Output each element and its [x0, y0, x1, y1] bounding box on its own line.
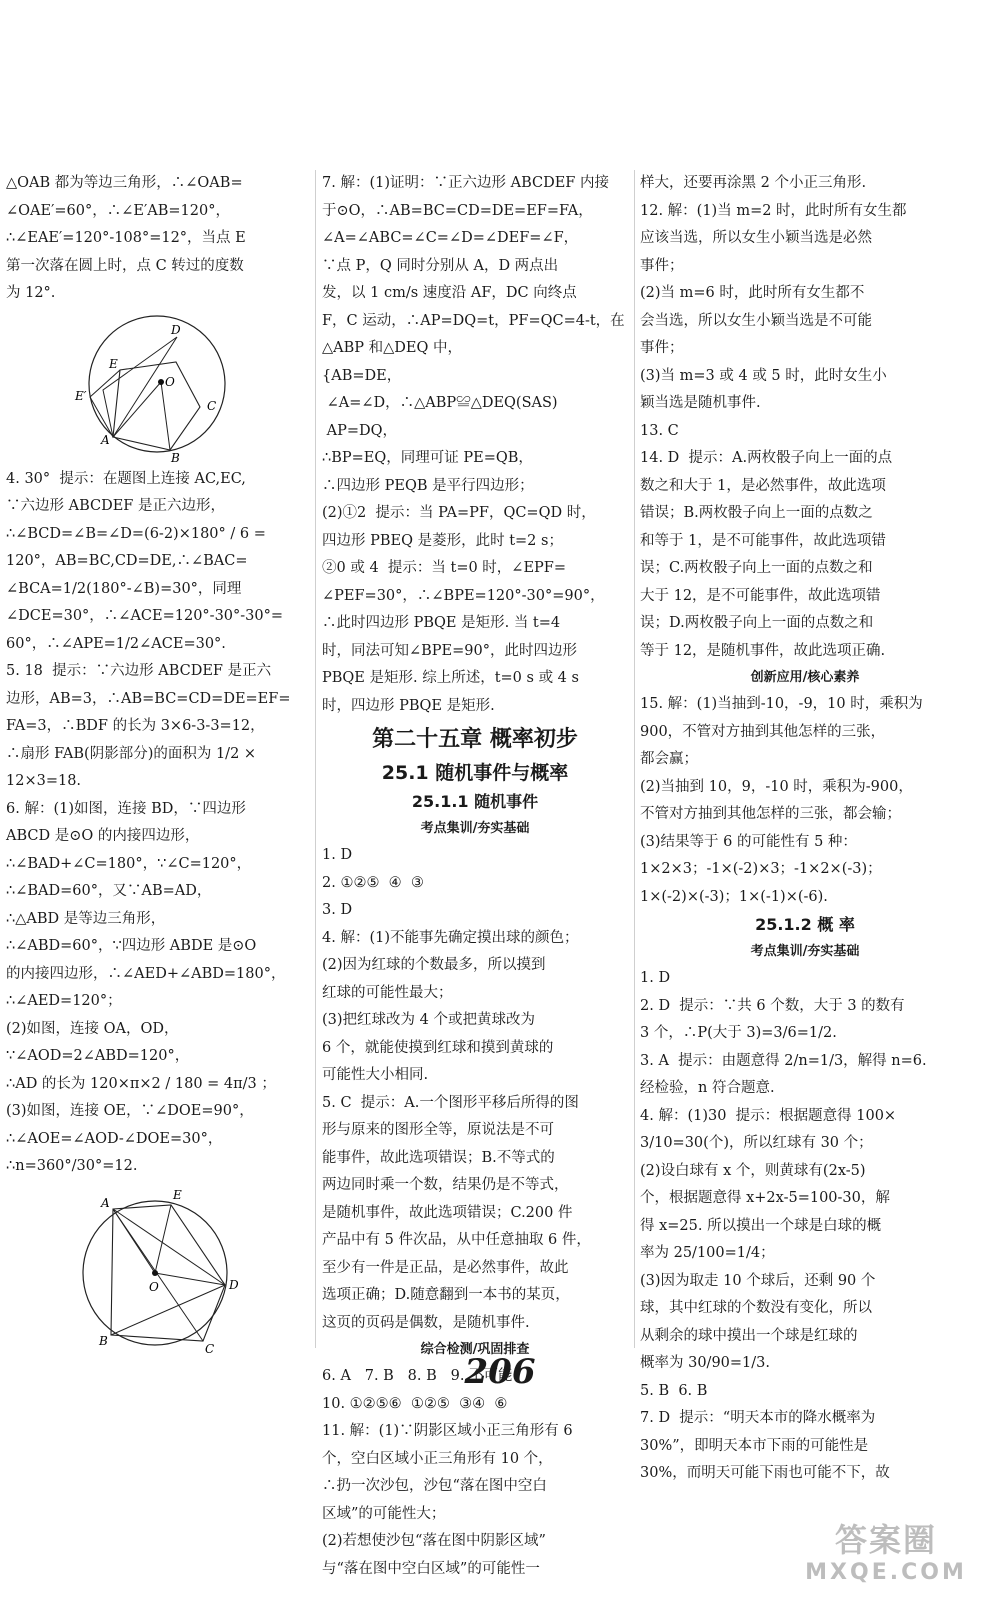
text-line: 可能性大小相同.: [322, 1067, 429, 1083]
text-line: 会当选，所以女生小颖当选是不可能: [640, 312, 872, 329]
text-line: ∴BP=EQ，同理可证 PE=QB，: [322, 450, 533, 466]
answer-block: [6, 170, 310, 308]
text-line: 4. 30° 提示：在题图上连接 AC,EC,: [6, 470, 246, 487]
text-line: ∠A=∠ABC=∠C=∠D=∠DEF=∠F，: [322, 230, 579, 246]
text-line: ∴扇形 FAB(阴影部分)的面积为 1/2 ×: [6, 745, 257, 762]
text-line: 3. A 提示：由题意得 2/n=1/3，解得 n=6.: [640, 1052, 927, 1069]
text-line: ∠A=∠D，∴△ABP≌△DEQ(SAS): [322, 395, 558, 411]
text-line: 误；D.两枚骰子向上一面的点数之和: [640, 615, 874, 631]
text-line: 颖当选是随机事件.: [640, 395, 761, 411]
text-line: 误；C.两枚骰子向上一面的点数之和: [640, 560, 873, 576]
text-line: 红球的可能性最大；: [322, 984, 453, 1001]
band-title-2: 考点集训/夯实基础: [750, 944, 860, 959]
text-line: 个，空白区域小正三角形有 10 个，: [322, 1450, 553, 1467]
fig1-label-C: C: [207, 398, 217, 413]
text-line: 形与原来的图形全等，原说法是不可: [322, 1122, 554, 1138]
text-line: 1. D: [322, 847, 353, 863]
text-line: ∴∠ABD=60°，∵四边形 ABDE 是⊙O: [6, 938, 257, 954]
fig1-label-O: O: [165, 374, 175, 389]
subsection-title: 25.1.2 概 率: [755, 915, 855, 934]
text-line: 120°，AB=BC,CD=DE,∴∠BAC=: [6, 553, 248, 569]
text-line: (2)设白球有 x 个，则黄球有(2x-5): [640, 1162, 866, 1179]
text-line: 5. B 6. B: [640, 1382, 708, 1399]
text-line: 时，同法可知∠BPE=90°，此时四边形: [322, 642, 577, 659]
fig2-label-E: E: [173, 1187, 182, 1202]
answer-block: [640, 965, 970, 1488]
text-line: ∴∠BAD+∠C=180°，∵∠C=120°，: [6, 855, 252, 872]
text-line: 的内接四边形，∴∠AED+∠ABD=180°，: [6, 965, 286, 982]
text-line: 6 个，就能使摸到红球和摸到黄球的: [322, 1039, 554, 1056]
answer-block: [640, 170, 970, 665]
text-line: 产品中有 5 件次品，从中任意抽取 6 件，: [322, 1232, 591, 1248]
text-line: 时，四边形 PBQE 是矩形.: [322, 697, 495, 714]
text-line: ∴∠BCD=∠B=∠D=(6-2)×180° / 6 =: [6, 525, 266, 542]
text-line: 3. D: [322, 902, 353, 918]
text-line: 经检验，n 符合题意.: [640, 1080, 775, 1096]
text-line: ∵∠AOD=2∠ABD=120°，: [6, 1048, 190, 1064]
text-line: 4. 解：(1)不能事先确定摸出球的颜色；: [322, 929, 579, 946]
answer-block: [640, 691, 970, 911]
text-line: ∵六边形 ABCDEF 是正六边形，: [6, 498, 225, 514]
text-line: 从剩余的球中摸出一个球是红球的: [640, 1327, 858, 1344]
text-line: (3)如图，连接 OE，∵∠DOE=90°，: [6, 1103, 254, 1119]
column-1: [6, 170, 310, 1359]
text-line: 30%，而明天可能下雨也可能不下，故: [640, 1465, 890, 1481]
watermark-url: MXQE.COM: [805, 1560, 967, 1585]
text-line: ∴△ABD 是等边三角形，: [6, 910, 166, 927]
text-line: 率为 25/100=1/4；: [640, 1245, 775, 1261]
fig2-label-C: C: [205, 1341, 215, 1355]
text-line: 区域”的可能性大；: [322, 1505, 446, 1522]
text-line: ②0 或 4 提示：当 t=0 时，∠EPF=: [322, 560, 567, 576]
text-line: ∴n=360°/30°=12.: [6, 1158, 138, 1174]
fig1-label-B: B: [171, 450, 180, 462]
text-line: 于⊙O，∴AB=BC=CD=DE=EF=FA，: [322, 202, 593, 219]
text-line: 这页的页码是偶数，是随机事件.: [322, 1314, 530, 1331]
text-line: 4. 解：(1)30 提示：根据题意得 100×: [640, 1107, 897, 1124]
text-line: ∴∠AED=120°；: [6, 993, 122, 1009]
text-line: 3/10=30(个)，所以红球有 30 个；: [640, 1135, 873, 1151]
text-line: 边形，AB=3，∴AB=BC=CD=DE=EF=: [6, 690, 291, 707]
text-line: ∴扔一次沙包，沙包“落在图中空白: [322, 1478, 547, 1494]
text-line: (3)结果等于 6 的可能性有 5 种：: [640, 833, 857, 850]
text-line: (3)当 m=3 或 4 或 5 时，此时女生小: [640, 367, 887, 384]
text-line: 个，根据题意得 x+2x-5=100-30，解: [640, 1190, 890, 1206]
text-line: 1×(-2)×(-3)；1×(-1)×(-6).: [640, 888, 828, 905]
text-line: ∴此时四边形 PBQE 是矩形. 当 t=4: [322, 615, 561, 631]
text-line: 5. 18 提示：∵六边形 ABCDEF 是正六: [6, 663, 272, 679]
fig1-label-D: D: [171, 322, 181, 337]
text-line: 5. C 提示：A.一个图形平移后所得的图: [322, 1094, 579, 1111]
text-line: (2)当 m=6 时，此时所有女生都不: [640, 285, 865, 301]
chapter-title: 第二十五章 概率初步: [372, 727, 578, 752]
fig2-label-D: D: [229, 1277, 239, 1292]
answer-block: [322, 1363, 628, 1583]
fig1-label-E: E: [109, 356, 118, 371]
text-line: 7. D 提示：“明天本市的降水概率为: [640, 1410, 876, 1426]
text-line: 等于 12，是随机事件，故此选项正确.: [640, 642, 886, 659]
text-line: (2)因为红球的个数最多，所以摸到: [322, 957, 546, 973]
text-line: F，C 运动，∴AP=DQ=t，PF=QC=4-t，在: [322, 312, 625, 329]
fig1-label-E-prime: E′: [75, 388, 87, 403]
fig2-label-B: B: [99, 1333, 108, 1348]
text-line: 6. 解：(1)如图，连接 BD，∵四边形: [6, 800, 246, 817]
text-line: △OAB 都为等边三角形，∴∠OAB=: [6, 175, 243, 191]
text-line: (2)①2 提示：当 PA=PF，QC=QD 时，: [322, 505, 596, 521]
text-line: (3)因为取走 10 个球后，还剩 90 个: [640, 1272, 876, 1289]
column-3: [640, 170, 970, 1488]
text-line: ∴∠AOE=∠AOD-∠DOE=30°，: [6, 1130, 223, 1147]
text-line: 10. ①②⑤⑥ ①②⑤ ③④ ⑥: [322, 1395, 508, 1412]
text-line: 两边同时乘一个数，结果仍是不等式，: [322, 1177, 569, 1193]
text-line: ∴∠EAE′=120°-108°=12°，当点 E: [6, 230, 246, 246]
text-line: 错误；B.两枚骰子向上一面的点数之: [640, 505, 873, 521]
answer-block: [322, 170, 628, 720]
text-line: ∴∠BAD=60°，又∵AB=AD，: [6, 883, 212, 899]
text-line: FA=3，∴BDF 的长为 3×6-3-3=12，: [6, 718, 265, 734]
text-line: 7. 解：(1)证明：∵正六边形 ABCDEF 内接: [322, 175, 609, 191]
text-line: 13. C: [640, 422, 679, 439]
text-line: ∠PEF=30°，∴∠BPE=120°-30°=90°，: [322, 587, 605, 604]
text-line: 四边形 PBEQ 是菱形，此时 t=2 s；: [322, 532, 563, 549]
text-line: 为 12°.: [6, 285, 56, 301]
text-line: 事件；: [640, 257, 684, 274]
text-line: 6. A 7. B 8. B 9. 不可能: [322, 1368, 513, 1384]
text-line: ∠BCA=1/2(180°-∠B)=30°，同理: [6, 580, 242, 597]
page-number: 206: [464, 1352, 536, 1392]
text-line: 14. D 提示：A.两枚骰子向上一面的点: [640, 450, 893, 466]
text-line: 和等于 1，是不可能事件，故此选项错: [640, 532, 886, 549]
answer-block: [322, 842, 628, 1337]
text-line: 发，以 1 cm/s 速度沿 AF，DC 向终点: [322, 285, 577, 301]
watermark-logo: [786, 1520, 986, 1592]
watermark-text: 答案圈: [834, 1521, 937, 1559]
text-line: 1×2×3；-1×(-2)×3；-1×2×(-3)；: [640, 861, 882, 877]
text-line: 2. D 提示：∵共 6 个数，大于 3 的数有: [640, 997, 905, 1014]
text-line: 都会赢；: [640, 751, 698, 767]
text-line: {AB=DE，: [322, 367, 402, 384]
text-line: (2)若想使沙包“落在图中阴影区域”: [322, 1533, 546, 1549]
inscribed-polygon-figure: [73, 1185, 243, 1355]
text-line: ∠OAE′=60°，∴∠E′AB=120°，: [6, 202, 230, 219]
text-line: 样大，还要再涂黑 2 个小正三角形.: [640, 175, 867, 191]
text-line: 3 个，∴P(大于 3)=3/6=1/2.: [640, 1025, 837, 1041]
text-line: 第一次落在圆上时，点 C 转过的度数: [6, 257, 244, 274]
subsection-title: 25.1.1 随机事件: [411, 792, 539, 811]
text-line: 事件；: [640, 340, 684, 356]
text-line: ∵点 P，Q 同时分别从 A，D 两点出: [322, 257, 559, 274]
text-line: (2)如图，连接 OA，OD，: [6, 1020, 179, 1037]
text-line: 能事件，故此选项错误；B.不等式的: [322, 1149, 555, 1166]
text-line: 11. 解：(1)∵阴影区域小正三角形有 6: [322, 1423, 573, 1439]
answer-block: [6, 466, 310, 1181]
text-line: 至少有一件是正品，是必然事件，故此: [322, 1259, 569, 1276]
fig1-label-A: A: [101, 432, 110, 447]
text-line: 球，其中红球的个数没有变化，所以: [640, 1300, 872, 1316]
column-divider-2: [634, 170, 635, 1348]
text-line: AP=DQ，: [322, 422, 397, 439]
text-line: △ABP 和△DEQ 中，: [322, 340, 463, 356]
text-line: 12×3=18.: [6, 773, 82, 789]
hexagon-rotation-figure: [73, 312, 243, 462]
text-line: 15. 解：(1)当抽到-10，-9，10 时，乘积为: [640, 696, 923, 712]
band-title-2: 综合检测/巩固排查: [420, 1342, 530, 1357]
text-line: 应该当选，所以女生小颖当选是必然: [640, 230, 872, 246]
text-line: 不管对方抽到其他怎样的三张，都会输；: [640, 806, 901, 822]
text-line: 选项正确；D.随意翻到一本书的某页，: [322, 1287, 570, 1303]
column-divider-1: [315, 170, 316, 1348]
text-line: ∴四边形 PEQB 是平行四边形；: [322, 477, 534, 494]
text-line: (2)当抽到 10，9，-10 时，乘积为-900，: [640, 778, 913, 795]
text-line: ∠DCE=30°，∴∠ACE=120°-30°-30°=: [6, 608, 284, 624]
fig2-label-A: A: [101, 1195, 110, 1210]
text-line: 12. 解：(1)当 m=2 时，此时所有女生都: [640, 202, 907, 219]
text-line: 大于 12，是不可能事件，故此选项错: [640, 587, 881, 604]
text-line: 30%”，即明天本市下雨的可能性是: [640, 1437, 869, 1454]
band-title: 考点集训/夯实基础: [420, 821, 530, 836]
text-line: 900，不管对方抽到其他怎样的三张，: [640, 723, 886, 740]
text-line: 是随机事件，故此选项错误；C.200 件: [322, 1204, 573, 1221]
fig2-label-O: O: [149, 1279, 159, 1294]
text-line: 得 x=25. 所以摸出一个球是白球的概: [640, 1217, 882, 1234]
text-line: ABCD 是⊙O 的内接四边形，: [6, 828, 200, 844]
text-line: PBQE 是矩形. 综上所述，t=0 s 或 4 s: [322, 670, 579, 686]
text-line: 60°，∴∠APE=1/2∠ACE=30°.: [6, 635, 226, 652]
text-line: ∴AD 的长为 120×π×2 / 180 = 4π/3 ；: [6, 1075, 276, 1092]
text-line: 1. D: [640, 970, 671, 986]
text-line: 与“落在图中空白区域”的可能性一: [322, 1560, 540, 1577]
text-line: (3)把红球改为 4 个或把黄球改为: [322, 1012, 535, 1028]
band-title: 创新应用/核心素养: [750, 670, 860, 685]
text-line: 数之和大于 1，是必然事件，故此选项: [640, 477, 886, 494]
text-line: 2. ①②⑤ ④ ③: [322, 874, 424, 891]
text-line: 概率为 30/90=1/3.: [640, 1355, 770, 1371]
section-title: 25.1 随机事件与概率: [381, 762, 569, 784]
